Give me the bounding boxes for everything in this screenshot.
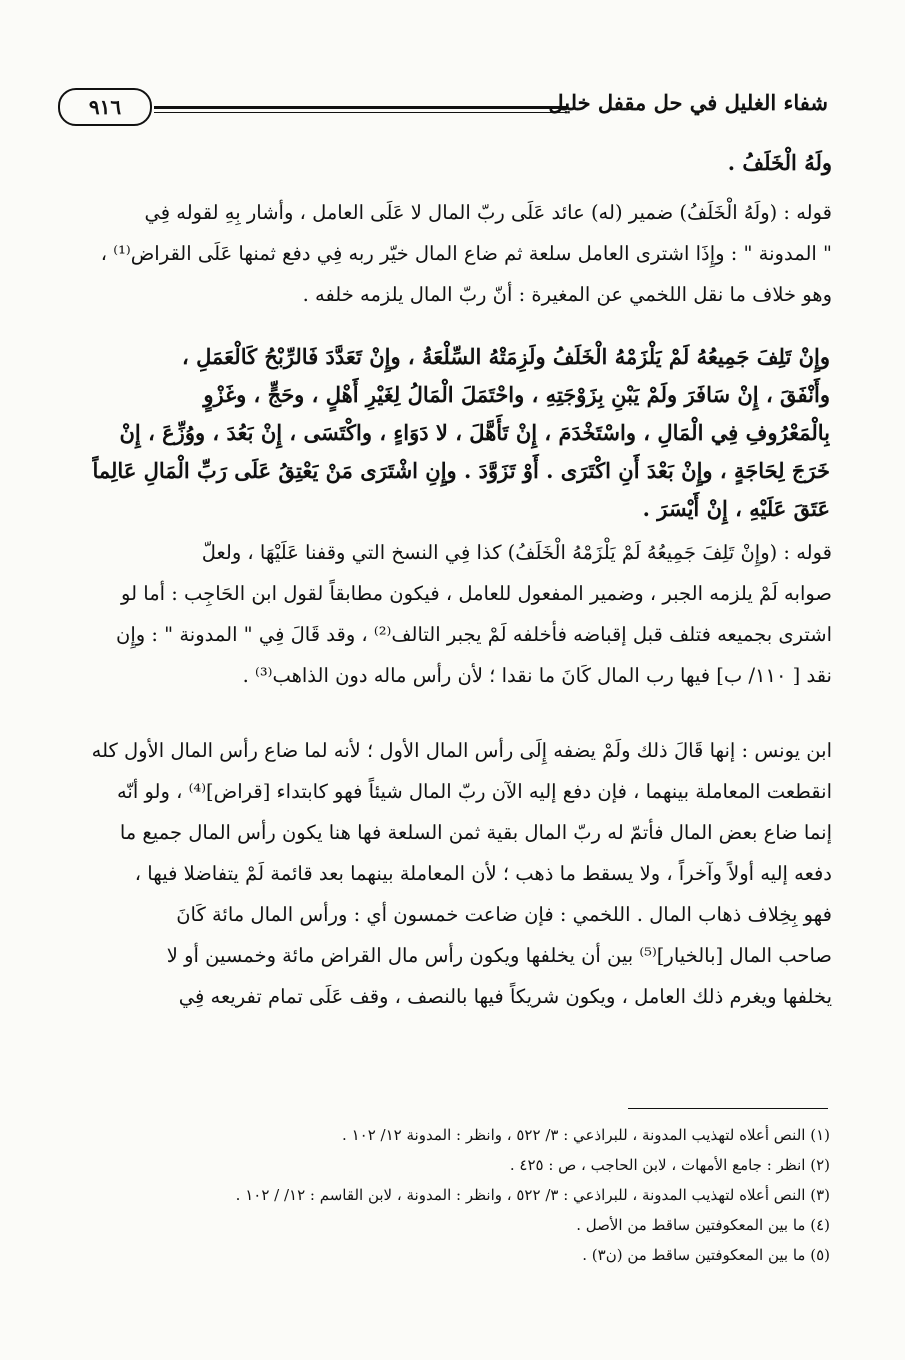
page-number: ٩١٦: [58, 88, 152, 126]
text-line: فهو بِخِلاف ذهاب المال . اللخمي : فإن ضاعت خمسون أي : ورأس المال مائة كَانَ: [176, 903, 832, 926]
matn-line: عَتَقَ عَلَيْهِ ، إِنْ أَيْسَرَ .: [642, 496, 830, 521]
matn-line: وأَنْفَقَ ، إِنْ سَافَرَ ولَمْ يَبْنِ بِزَوْجَتِهِ ، واحْتَمَلَ الْمَالُ لِغَيْرِ أَهْلٍ ، وحَجٍّ ، وغَزْوٍ: [203, 382, 830, 407]
text-line: قوله : (ولَهُ الْخَلَفُ) ضمير (له) عائد عَلَى ربّ المال لا عَلَى العامل ، وأشار بِهِ لقوله فِي: [144, 201, 832, 224]
page-header: [58, 86, 828, 130]
book-title: شفاء الغليل في حل مقفل خليل: [548, 90, 828, 115]
matn-line: خَرَجَ لِحَاجَةٍ ، وإِنْ بَعْدَ أَنِ اكْتَرَى . أَوْ تَزَوَّدَ . وإِنِ اشْتَرَى مَنْ يَعْتِقُ عَلَى رَبِّ الْمَالِ عَالِماً: [92, 458, 830, 483]
commentary-paragraph-1: [62, 192, 832, 315]
text-line: إنما ضاع بعض المال فأتمّ له ربّ المال بقية ثمن السلعة فها هنا يكون رأس المال جميع ما: [119, 821, 832, 844]
matn-block: [70, 338, 830, 528]
commentary-paragraph-2: [62, 532, 832, 696]
matn-line: ولَهُ الْخَلَفُ .: [727, 150, 832, 175]
footnote: (٢) انظر : جامع الأمهات ، لابن الحاجب ، ص : ٤٢٥ .: [509, 1156, 830, 1174]
footnote: (٤) ما بين المعكوفتين ساقط من الأصل .: [576, 1216, 830, 1234]
commentary-paragraph-3: [62, 730, 832, 1017]
text-line: وهو خلاف ما نقل اللخمي عن المغيرة : أنّ ربّ المال يلزمه خلفه .: [302, 283, 832, 306]
text-line: اشترى بجميعه فتلف قبل إقباضه فأخلفه لَمْ يجبر التالف⁽²⁾ ، وقد قَالَ فِي " المدونة " : وإِن: [116, 623, 832, 646]
header-rule: [154, 106, 566, 113]
text-line: صاحب المال [بالخيار]⁽⁵⁾ بين أن يخلفها ويكون رأس مال القراض مائة وخمسين أو لا: [166, 944, 832, 967]
footnote-separator: [628, 1108, 828, 1109]
text-line: يخلفها ويغرم ذلك العامل ، ويكون شريكاً فيها بالنصف ، وقف عَلَى تمام تفريعه فِي: [178, 985, 832, 1008]
matn-line: بِالْمَعْرُوفِ فِي الْمَالِ ، واسْتَخْدَمَ ، إِنْ تَأَهَّلَ ، لا دَوَاءٍ ، واكْتَسَى ، إِنْ بَعُدَ ، ووُزِّعَ ، إِنْ: [119, 420, 830, 445]
text-line: قوله : (وإِنْ تَلِفَ جَمِيعُهُ لَمْ يَلْزَمْهُ الْخَلَفُ) كذا فِي النسخ التي وقفنا عَلَيْهَا ، ولعلّ: [201, 541, 832, 564]
text-line: نقد [ ١١٠/ ب] فيها رب المال كَانَ ما نقدا ؛ لأن رأس ماله دون الذاهب⁽³⁾ .: [242, 664, 832, 687]
text-line: صوابه لَمْ يلزمه الجبر ، وضمير المفعول للعامل ، فيكون مطابقاً لقول ابن الحَاجِب : أما لو: [121, 582, 832, 605]
footnote: (٥) ما بين المعكوفتين ساقط من (ن٣) .: [582, 1246, 830, 1264]
matn-line: وإِنْ تَلِفَ جَمِيعُهُ لَمْ يَلْزَمْهُ الْخَلَفُ ولَزِمَتْهُ السِّلْعَةُ ، وإِنْ تَعَدَّدَ فَالرِّبْحُ كَالْعَمَلِ ،: [182, 344, 830, 369]
footnote: (٣) النص أعلاه لتهذيب المدونة ، للبراذعي : ٣/ ٥٢٢ ، وانظر : المدونة ، لابن القاسم : ١٢/ / ١٠٢ .: [235, 1186, 830, 1204]
text-line: ابن يونس : إنها قَالَ ذلك ولَمْ يضفه إِلَى رأس المال الأول ؛ لأنه لما ضاع رأس المال الأول كله: [91, 739, 832, 762]
text-line: " المدونة " : وإِذَا اشترى العامل سلعة ثم ضاع المال خيّر ربه فِي دفع ثمنها عَلَى القراض⁽¹⁾ ،: [100, 242, 832, 265]
footnote: (١) النص أعلاه لتهذيب المدونة ، للبراذعي : ٣/ ٥٢٢ ، وانظر : المدونة ١٢/ ١٠٢ .: [342, 1126, 830, 1144]
text-line: دفعه إليه أولاً وآخراً ، ولا يسقط ما ذهب ؛ لأن المعاملة بينهما بعد قائمة لَمْ يتفاضلا فيها ،: [134, 862, 832, 885]
text-line: انقطعت المعاملة بينهما ، فإن دفع إليه الآن ربّ المال شيئاً فهو كابتداء [قراض]⁽⁴⁾ ، ولو أنّه: [116, 780, 832, 803]
matn-heading: [62, 142, 832, 183]
footnotes: [100, 1120, 830, 1270]
